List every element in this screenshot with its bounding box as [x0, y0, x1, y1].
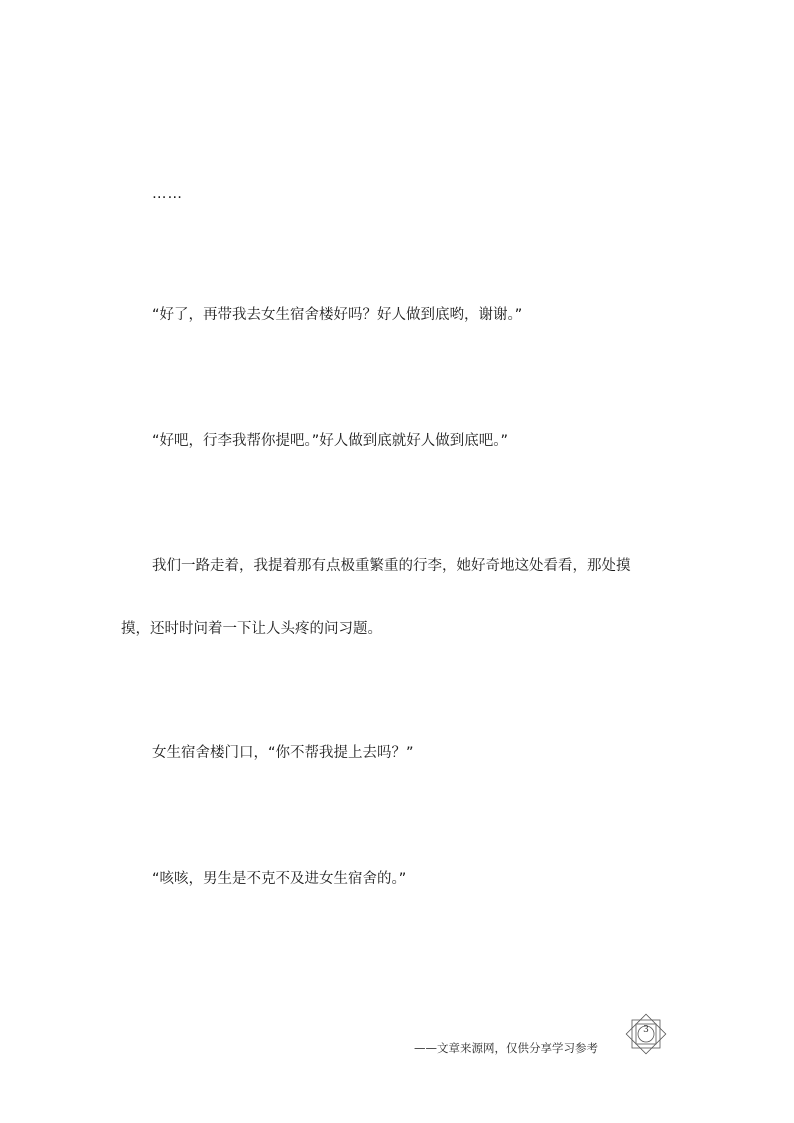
ellipsis-paragraph: …… [152, 186, 183, 202]
dialogue-paragraph-3: 女生宿舍楼门口，“你不帮我提上去吗？” [152, 745, 414, 761]
dialogue-paragraph-4: “咳咳，男生是不克不及进女生宿舍的。” [152, 871, 407, 887]
dialogue-paragraph-2: “好吧，行李我帮你提吧。”好人做到底就好人做到底吧。” [152, 433, 509, 449]
narrative-paragraph-line-2: 摸，还时时问着一下让人头疼的问习题。 [121, 621, 382, 637]
footer-source-note: ——文章来源网，仅供分享学习参考 [414, 1041, 598, 1055]
dialogue-paragraph-1: “好了，再带我去女生宿舍楼好吗？好人做到底哟，谢谢。” [152, 307, 523, 323]
narrative-paragraph-line-1: 我们一路走着，我提着那有点极重繁重的行李，她好奇地这处看看，那处摸 [152, 558, 631, 574]
page-number: 3 [643, 1025, 649, 1035]
